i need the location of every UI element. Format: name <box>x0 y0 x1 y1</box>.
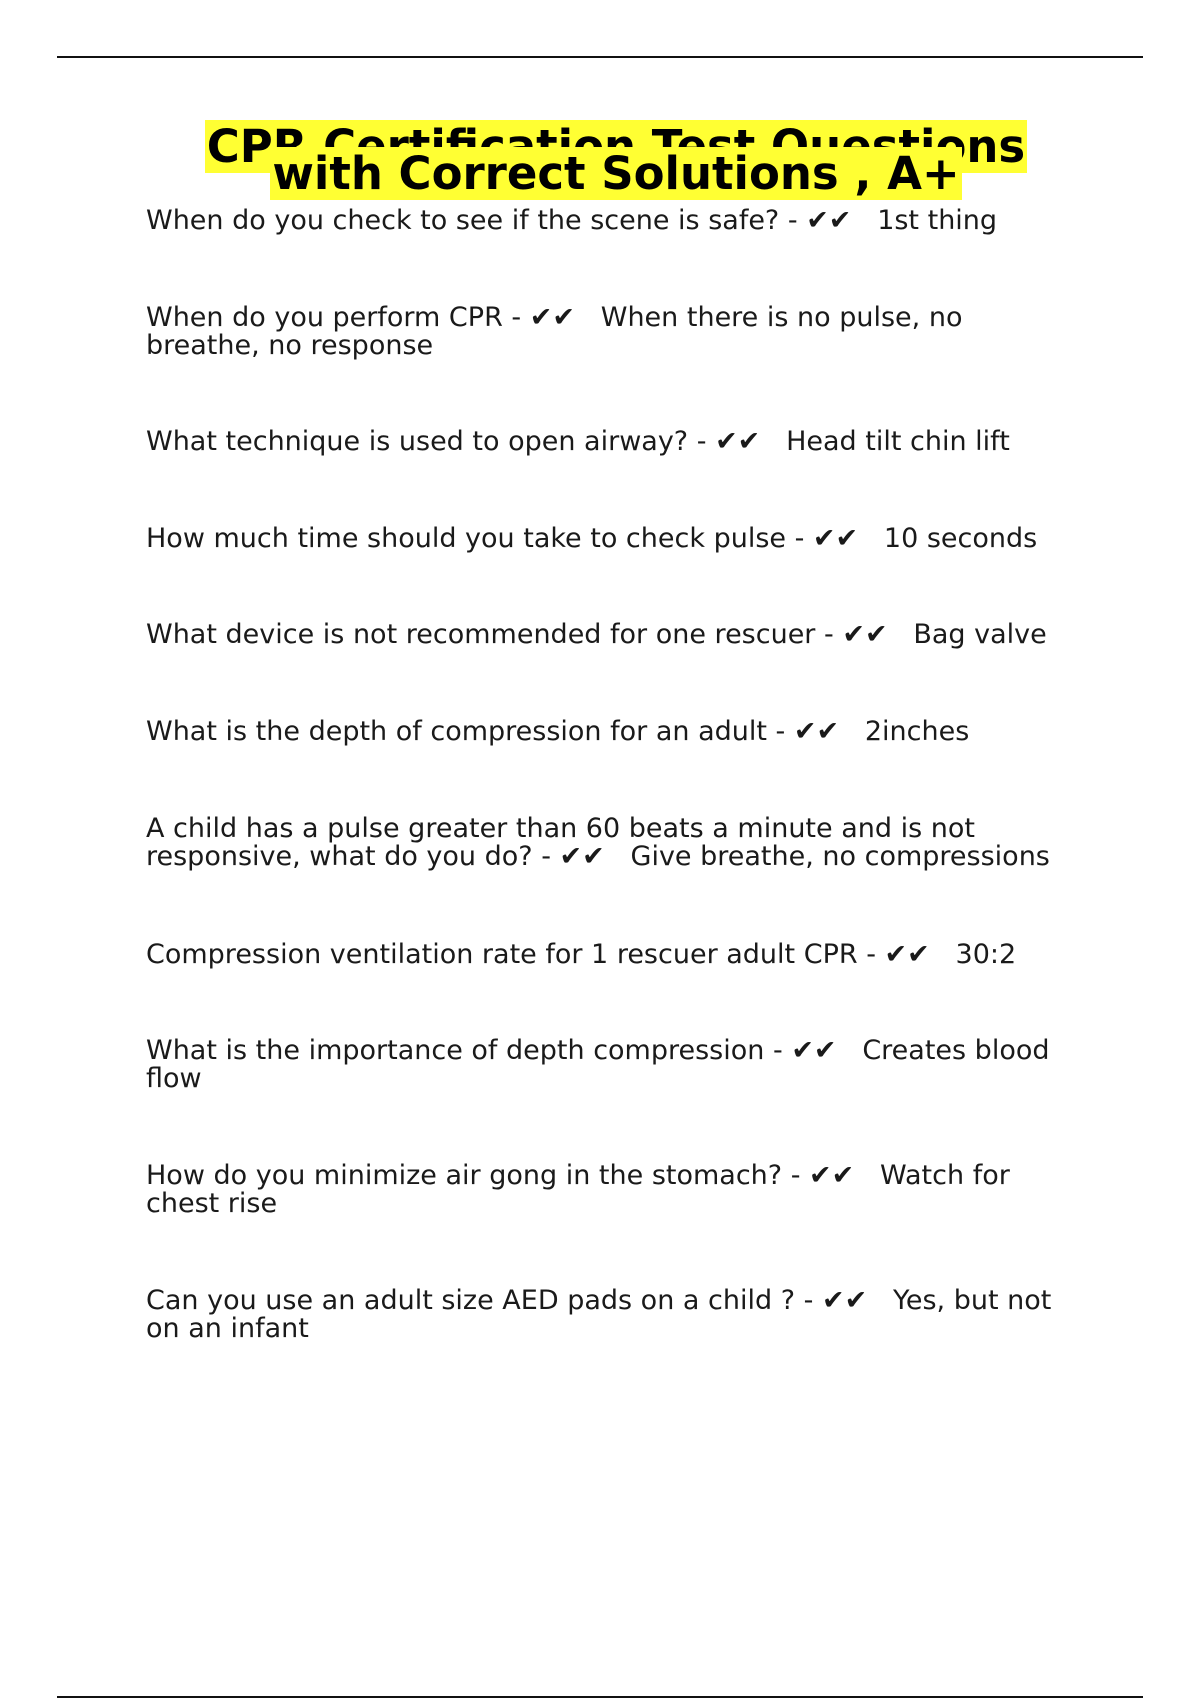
answer-text: Yes, but not on an infant <box>146 1285 1052 1344</box>
separator: - <box>688 426 716 457</box>
question-text: Can you use an adult size AED pads on a child ? <box>146 1285 796 1316</box>
answer-text: 10 seconds <box>883 523 1038 554</box>
top-rule <box>57 56 1143 58</box>
question-text: What is the importance of depth compression <box>146 1035 765 1066</box>
separator: - <box>795 1285 822 1316</box>
qa-item <box>146 718 1076 746</box>
question-text: What is the depth of compression for an adult <box>146 716 767 747</box>
qa-list <box>146 207 1086 1343</box>
question-text: When do you perform CPR <box>146 302 503 333</box>
qa-item <box>146 304 1076 360</box>
double-check-icon: ✔✔ <box>806 205 852 236</box>
question-text: A child has a pulse greater than 60 beats a minute and is not responsive, what do you do? <box>146 813 975 872</box>
answer-text: 30:2 <box>955 939 1017 970</box>
double-check-icon: ✔✔ <box>793 716 840 747</box>
question-text: What technique is used to open airway? <box>146 426 689 457</box>
separator: - <box>782 1160 810 1191</box>
double-check-icon: ✔✔ <box>791 1035 837 1066</box>
qa-item <box>146 207 1076 235</box>
separator: - <box>779 205 807 236</box>
bottom-rule <box>57 1696 1143 1698</box>
double-check-icon: ✔✔ <box>809 1160 855 1191</box>
separator: - <box>786 523 813 554</box>
double-check-icon: ✔✔ <box>884 939 930 970</box>
double-check-icon: ✔✔ <box>842 619 888 650</box>
separator: - <box>857 939 885 970</box>
answer-text: Bag valve <box>913 619 1047 650</box>
answer-text: Watch for chest rise <box>146 1160 1010 1219</box>
question-text: When do you check to see if the scene is safe? <box>146 205 780 236</box>
question-text: How do you minimize air gong in the stomach? <box>146 1160 783 1191</box>
separator: - <box>766 716 794 747</box>
answer-text: When there is no pulse, no breathe, no response <box>146 302 963 361</box>
title-highlight: CPR Certification Test Questions with Correct Solutions , A+ <box>206 120 1026 200</box>
answer-text: Head tilt chin lift <box>786 426 1010 457</box>
double-check-icon: ✔✔ <box>812 523 859 554</box>
qa-item <box>146 815 1076 871</box>
qa-item <box>146 1162 1076 1218</box>
qa-item <box>146 621 1076 649</box>
document-title <box>146 120 1086 200</box>
answer-text: 2inches <box>864 716 970 747</box>
qa-item <box>146 428 1076 456</box>
question-text: What device is not recommended for one rescuer <box>146 619 816 650</box>
qa-item <box>146 525 1076 553</box>
qa-item <box>146 1037 1076 1093</box>
question-text: How much time should you take to check pulse <box>146 523 786 554</box>
separator: - <box>764 1035 792 1066</box>
double-check-icon: ✔✔ <box>821 1285 868 1316</box>
qa-item <box>146 941 1076 969</box>
answer-text: 1st thing <box>877 205 998 236</box>
separator: - <box>815 619 843 650</box>
double-check-icon: ✔✔ <box>529 302 575 333</box>
document-body <box>146 120 1086 1344</box>
qa-item <box>146 1287 1076 1343</box>
answer-text: Give breathe, no compressions <box>630 841 1050 872</box>
answer-text: Creates blood flow <box>146 1035 1050 1094</box>
double-check-icon: ✔✔ <box>559 841 605 872</box>
question-text: Compression ventilation rate for 1 rescuer adult CPR <box>146 939 858 970</box>
double-check-icon: ✔✔ <box>715 426 761 457</box>
separator: - <box>532 841 560 872</box>
separator: - <box>502 302 530 333</box>
